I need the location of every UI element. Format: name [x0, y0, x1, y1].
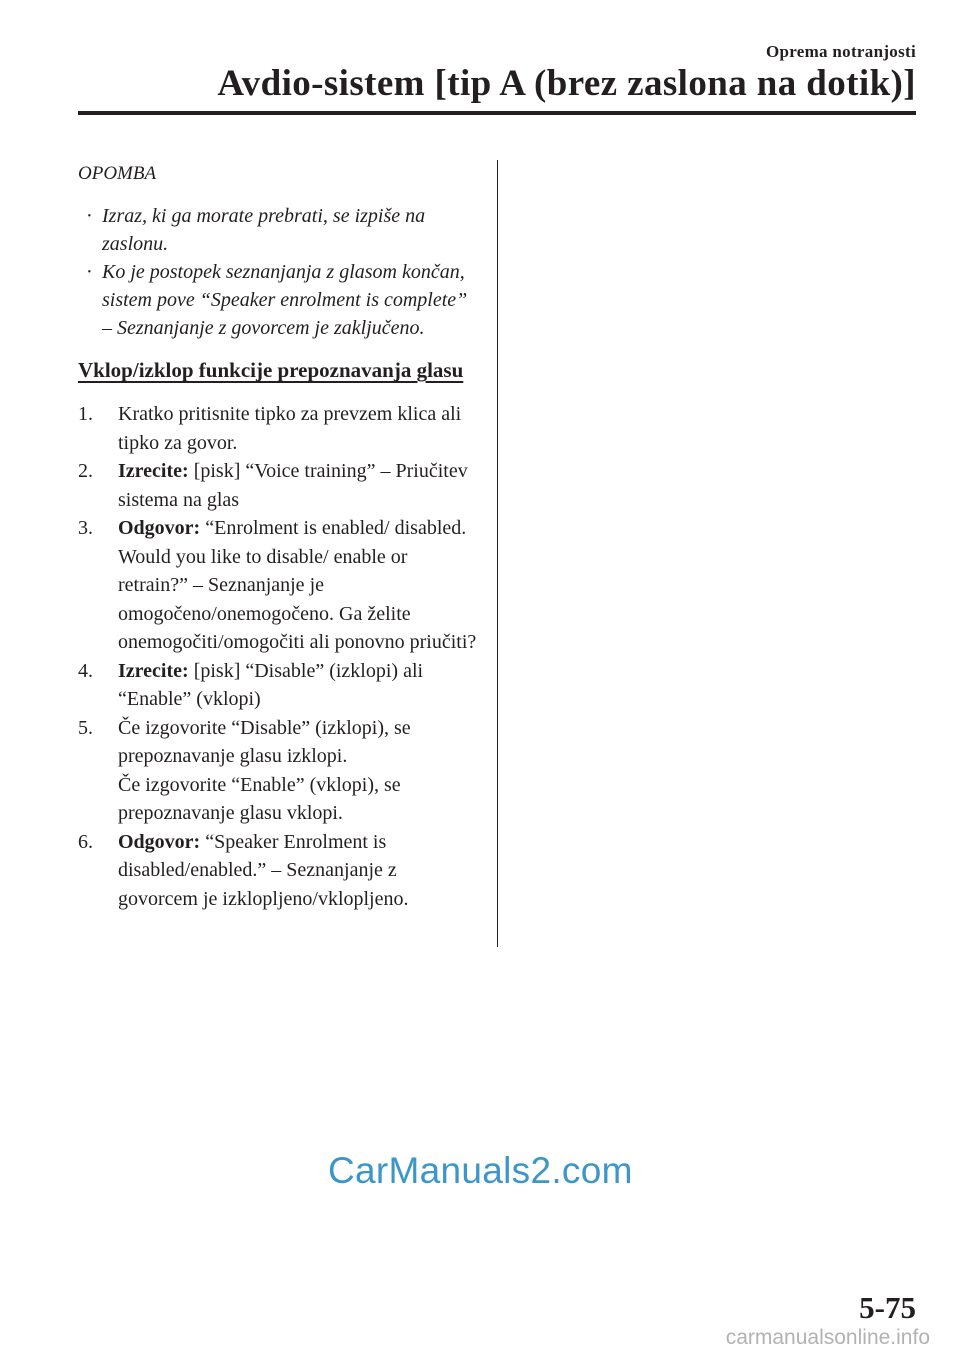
step-body: Kratko pritisnite tipko za prevzem klica ali tipko za govor.	[118, 403, 462, 454]
step-label: Odgovor:	[118, 830, 201, 853]
note-item-text: Izraz, ki ga morate prebrati, se izpiše na zaslonu.	[102, 205, 426, 255]
header-rule	[78, 111, 916, 115]
step-label: Izrecite:	[118, 659, 189, 682]
step-item	[78, 714, 478, 771]
step-label: Izrecite:	[118, 460, 189, 482]
step-number: 1.	[78, 403, 93, 425]
bullet-icon: ·	[86, 205, 93, 227]
step-text	[118, 514, 478, 657]
step-number: 5.	[78, 716, 93, 739]
step-label: Odgovor:	[118, 517, 201, 539]
note-item	[78, 202, 478, 258]
step-item	[78, 657, 478, 714]
step-item	[78, 514, 478, 657]
step-body: “Enrolment is enabled/ disabled. Would you like to disable/ enable or retrain?” – Seznanjanje je omogočeno/onemogočeno. Ga želite onemogočiti/omogočiti ali ponovno priučiti?	[118, 517, 477, 653]
footer-site-link[interactable]: carmanualsonline.info	[725, 1326, 930, 1349]
step-text	[118, 771, 478, 828]
step-body: “Speaker Enrolment is disabled/enabled.” – Seznanjanje z govorcem je izklopljeno/vklopljeno.	[118, 830, 409, 910]
note-heading: OPOMBA	[78, 163, 157, 184]
step-number: 6.	[78, 830, 93, 853]
page-number: 5-75	[859, 1290, 916, 1325]
step-text	[118, 457, 478, 514]
header-section-name: Oprema notranjosti	[765, 42, 916, 61]
note-item-text: Ko je postopek seznanjanja z glasom končan, sistem pove “Speaker enrolment is complete” – Seznanjanje z govorcem je zaključeno.	[102, 261, 468, 339]
note-list	[78, 202, 478, 342]
section-heading-text: Vklop/izklop funkcije prepoznavanja glasu	[78, 358, 464, 382]
step-number: 4.	[78, 659, 93, 682]
step-number: 2.	[78, 460, 93, 482]
step-body: [pisk] “Voice training” – Priučitev sistema na glas	[118, 460, 468, 511]
step-body: Če izgovorite “Disable” (izklopi), se prepoznavanje glasu izklopi.	[118, 716, 411, 767]
step-number: 3.	[78, 517, 93, 539]
step-text	[118, 714, 478, 771]
step-item	[78, 400, 478, 457]
step-text	[118, 400, 478, 457]
watermark: CarManuals2.com	[328, 1150, 633, 1191]
step-item	[78, 771, 478, 828]
step-body: [pisk] “Disable” (izklopi) ali “Enable” (vklopi)	[118, 659, 424, 710]
bullet-icon: ·	[86, 261, 93, 283]
step-item	[78, 457, 478, 514]
step-body: Če izgovorite “Enable” (vklopi), se prepoznavanje glasu vklopi.	[118, 773, 401, 824]
steps-list	[78, 400, 478, 913]
step-text	[118, 828, 478, 914]
note-item	[78, 258, 478, 342]
main-column	[78, 160, 478, 913]
section-heading	[78, 356, 478, 384]
step-item	[78, 828, 478, 914]
step-text	[118, 657, 478, 714]
page-title: Avdio-sistem [tip A (brez zaslona na dotik)]	[217, 63, 916, 104]
column-divider	[497, 160, 498, 947]
